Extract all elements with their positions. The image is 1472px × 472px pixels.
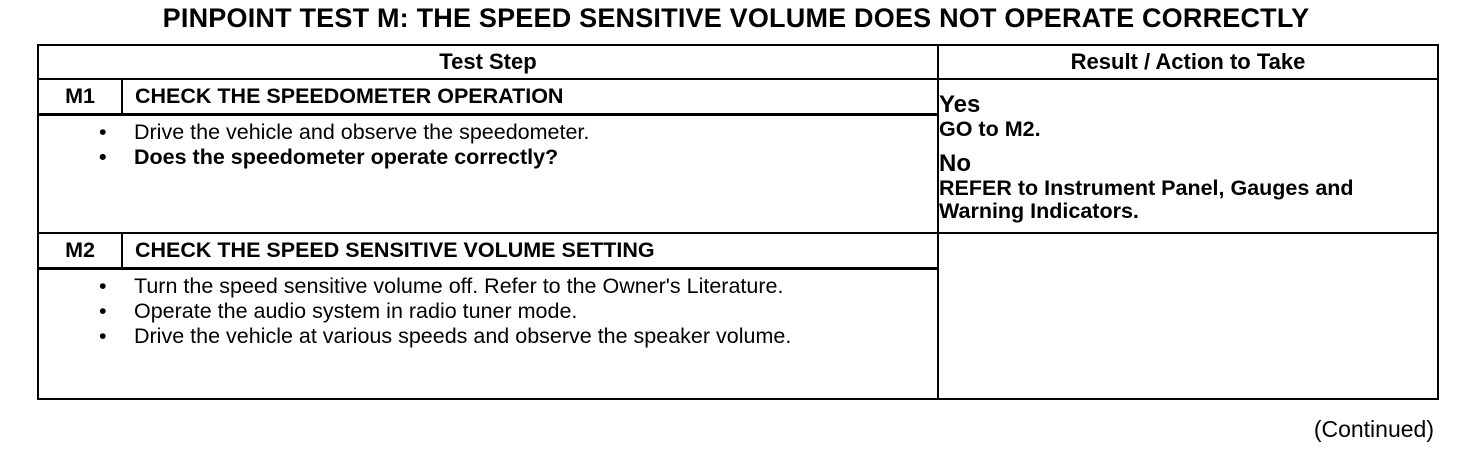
step-title: CHECK THE SPEED SENSITIVE VOLUME SETTING [122,233,938,269]
step-m1-result-cell [938,79,1438,233]
result-action-header: Result / Action to Take [938,45,1438,79]
list-item: • Drive the vehicle and observe the speedometer. [97,120,937,145]
result-yes-label: Yes [939,90,981,118]
page-title: PINPOINT TEST M: THE SPEED SENSITIVE VOLUME DOES NOT OPERATE CORRECTLY [162,3,1310,33]
test-step-header: Test Step [38,45,938,79]
result-yes-prefix: GO to [939,116,1005,141]
result-no-label: No [939,149,971,177]
step-id: M2 [38,233,122,269]
step-m2-instructions [38,269,938,400]
list-item: • Operate the audio system in radio tuner mode. [97,299,857,324]
list-item-question: • Does the speedometer operate correctly? [97,145,937,170]
result-no-action: REFER to Instrument Panel, Gauges and Warning Indicators. [939,175,1354,223]
result-yes-target: M2 [1004,116,1035,141]
list-item: • Turn the speed sensitive volume off. Refer to the Owner's Literature. [97,274,857,299]
continued-label: (Continued) [1313,416,1434,442]
step-m2-header-row [38,233,1438,269]
step-m1-instructions [38,115,938,234]
result-yes-action [939,118,1437,141]
step-id: M1 [38,79,122,115]
list-item: • Drive the vehicle at various speeds and observe the speaker volume. [97,324,857,349]
step-m2-result-cell [938,233,1438,399]
step-title: CHECK THE SPEEDOMETER OPERATION [122,79,938,115]
pinpoint-test-table [37,44,1439,400]
step-m1-header-row [38,79,1438,115]
table-header-row [38,45,1438,79]
result-yes-suffix: . [1034,116,1041,141]
